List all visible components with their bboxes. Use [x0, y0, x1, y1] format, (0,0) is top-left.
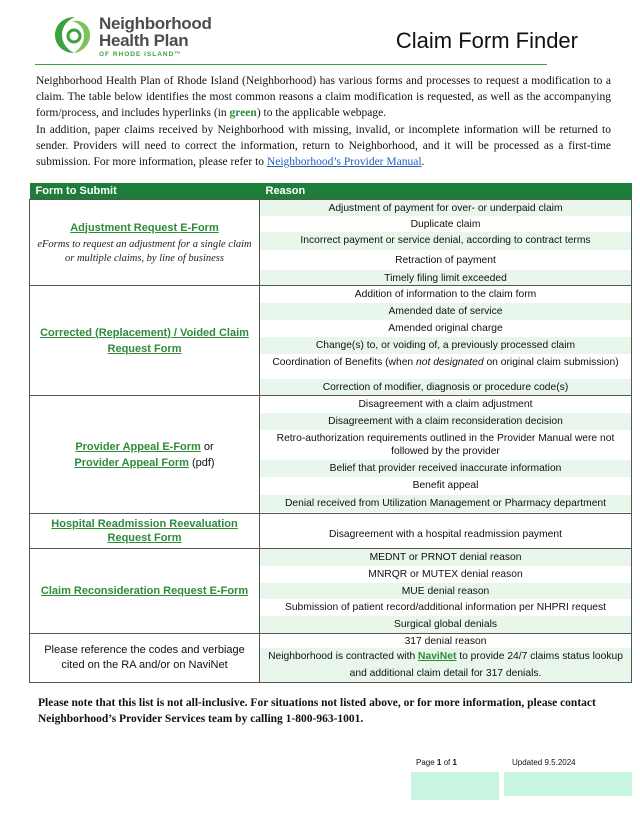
- intro-p2-text: In addition, paper claims received by Neighborhood with missing, invalid, or incomplete information will be returned to sender. Providers will need to correct the information, return to Neighborhood, and it will be processed as a first-time submission. For more information, please refer to: [36, 124, 611, 168]
- adjustment-request-eform-link[interactable]: Adjustment Request E-Form: [70, 221, 219, 234]
- reason-cell: [260, 549, 632, 634]
- reason-item: Change(s) to, or voiding of, a previously processed claim: [260, 337, 631, 354]
- page-number: [416, 758, 457, 768]
- reason-item: Retraction of payment: [395, 255, 496, 266]
- reason-item: Incorrect payment or service denial, according to contract terms: [260, 232, 631, 250]
- reason-cell: [260, 634, 632, 683]
- reason-item: Benefit appeal: [260, 477, 631, 495]
- form-cell: [30, 396, 260, 514]
- or-text: or: [200, 440, 214, 453]
- navinet-text-before: Neighborhood is contracted with: [268, 651, 419, 662]
- table-row: [30, 286, 632, 396]
- footnote: Please note that this list is not all-inclusive. For situations not listed above, or for more information, please contact Neighborhood’s Provider Services team by calling 1-800-963-1001.: [38, 697, 596, 725]
- provider-manual-link[interactable]: Neighborhood’s Provider Manual: [266, 156, 422, 168]
- reason-item: MEDNT or PRNOT denial reason: [260, 549, 631, 566]
- reason-item: Disagreement with a claim adjustment: [260, 396, 631, 413]
- reason-cell: [260, 286, 632, 396]
- provider-appeal-form-link[interactable]: Provider Appeal Form: [74, 456, 189, 469]
- reason-item: Belief that provider received inaccurate information: [260, 460, 631, 477]
- claim-reconsideration-eform-link[interactable]: Claim Reconsideration Request E-Form: [40, 585, 249, 597]
- reason-item: Adjustment of payment for over- or underpaid claim: [260, 200, 631, 216]
- reason-item: Denial received from Utilization Management or Pharmacy department: [260, 495, 631, 512]
- header-divider: [35, 64, 547, 65]
- footer-box-left: [411, 772, 499, 800]
- reason-cell: [260, 200, 632, 286]
- reason-item: Surgical global denials: [260, 616, 631, 633]
- page-current: 1: [436, 758, 442, 767]
- provider-appeal-eform-link[interactable]: Provider Appeal E-Form: [75, 440, 201, 453]
- claim-form-table: [29, 183, 632, 683]
- reason-item: Disagreement with a hospital readmission payment: [260, 520, 631, 543]
- reason-item: MUE denial reason: [260, 583, 631, 599]
- table-row: [30, 634, 632, 683]
- form-cell: [30, 286, 260, 396]
- reason-item: 317 denial reason: [260, 634, 631, 648]
- intro-p1-end: ) to the applicable webpage.: [256, 107, 387, 119]
- reason-item: MNRQR or MUTEX denial reason: [260, 566, 631, 583]
- table-row: [30, 200, 632, 286]
- reason-item: Disagreement with a claim reconsideration decision: [260, 413, 631, 430]
- form-cell: [30, 200, 260, 286]
- navinet-text-after: to provide 24/7 claims status lookup and additional claim detail for 317 denials.: [349, 651, 623, 679]
- reason-item: Coordination of Benefits (when not designated on original claim submission): [260, 354, 631, 379]
- form-cell: [30, 514, 260, 549]
- updated-date: Updated 9.5.2024: [512, 758, 576, 767]
- navinet-reference-text: Please reference the codes and verbiage cited on the RA and/or on NaviNet: [44, 644, 245, 671]
- intro-p2-end: .: [421, 156, 425, 168]
- logo-mark-icon: [52, 13, 98, 57]
- table-row: [30, 514, 632, 549]
- form-cell: [30, 634, 260, 683]
- page-title: Claim Form Finder: [395, 28, 578, 53]
- intro-paragraph-2: [36, 122, 611, 170]
- reason-item: Duplicate claim: [410, 219, 481, 230]
- page-of: of: [441, 758, 453, 767]
- intro-p1-text: Neighborhood Health Plan of Rhode Island (Neighborhood) has various forms and processes to request a modification to a claim. The table below identifies the most common reasons a claim modification is requested, as well as the accompanying form/process, and includes hyperlinks (in: [36, 75, 611, 119]
- reason-item: Amended original charge: [260, 320, 631, 337]
- navinet-link[interactable]: NaviNet: [418, 651, 457, 662]
- form-description: eForms to request an adjustment for a single claim or multiple claims, by line of business: [37, 238, 252, 264]
- table-row: [30, 396, 632, 514]
- logo-line1: Neighborhood: [99, 14, 212, 33]
- pdf-suffix: (pdf): [188, 456, 215, 469]
- header-reason: Reason: [260, 183, 632, 200]
- logo-line3: OF RHODE ISLAND™: [99, 51, 182, 58]
- reason-item: Addition of information to the claim form: [260, 286, 631, 303]
- reason-item: Amended date of service: [260, 303, 631, 320]
- corrected-voided-claim-form-link[interactable]: Corrected (Replacement) / Voided Claim Request Form: [40, 326, 249, 355]
- reason-cell: [260, 514, 632, 549]
- reason-item: Retro-authorization requirements outlined in the Provider Manual were not followed by the provider: [260, 430, 631, 460]
- header-form: Form to Submit: [30, 183, 260, 200]
- table-header-row: [30, 183, 632, 200]
- reason-item: Timely filing limit exceeded: [260, 270, 631, 285]
- intro-green-word: green: [229, 107, 257, 119]
- table-row: [30, 549, 632, 634]
- reason-item: Submission of patient record/additional information per NHPRI request: [260, 599, 631, 616]
- logo-line2: Health Plan: [99, 31, 189, 50]
- hospital-readmission-form-link[interactable]: Hospital Readmission Reevaluation Request Form: [51, 518, 238, 544]
- form-cell: [30, 549, 260, 634]
- reason-cell: [260, 396, 632, 514]
- reason-item: Correction of modifier, diagnosis or procedure code(s): [260, 379, 631, 395]
- footer-box-right: [504, 772, 632, 796]
- page-total: 1: [452, 758, 457, 767]
- intro-paragraph-1: [36, 73, 611, 121]
- reason-item: [260, 648, 631, 682]
- logo: [52, 13, 212, 61]
- page-label: Page: [416, 758, 437, 767]
